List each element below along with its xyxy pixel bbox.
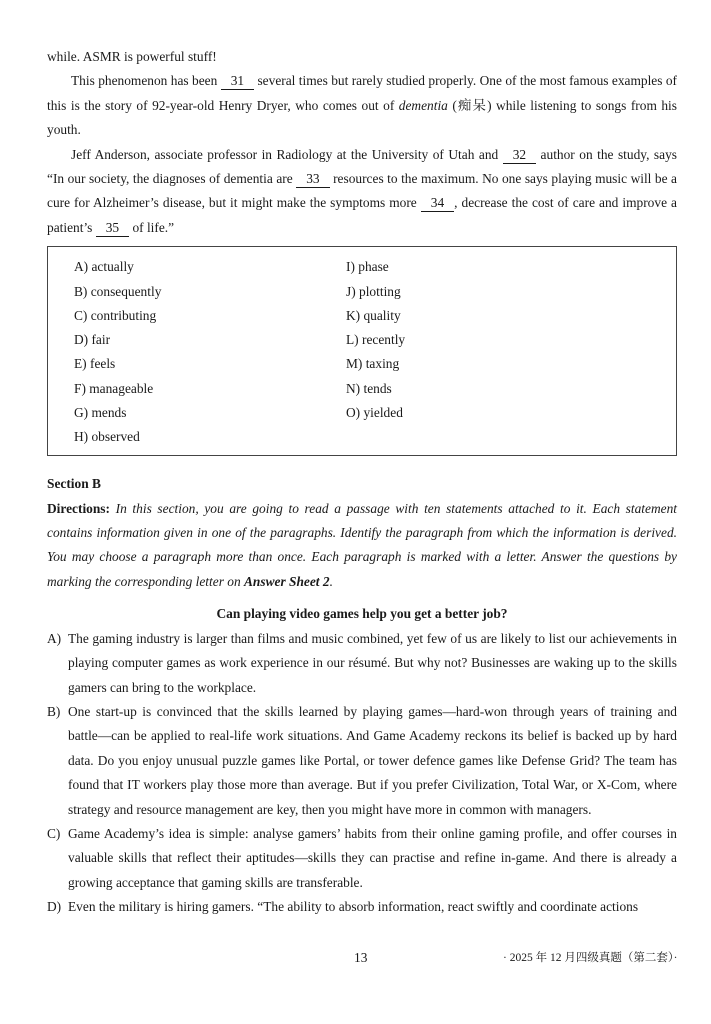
passage-paragraph-d	[47, 895, 677, 919]
text-span: resources to the maximum. No one says playing music will be a cure for Alzheimer’s disease, but it might make the symptoms more	[47, 171, 678, 211]
word-option: G) mends	[74, 405, 127, 421]
blank-33: 33	[296, 171, 329, 188]
paragraph-2	[47, 143, 677, 241]
section-b-heading: Section B	[47, 476, 101, 492]
paragraph-letter: C)	[47, 825, 61, 841]
paragraph-text: Even the military is hiring gamers. “The ability to absorb information, react swiftly and coordinate actions	[68, 899, 639, 915]
text-span: This phenomenon has been	[71, 73, 221, 89]
paragraph-letter: D)	[47, 899, 62, 915]
blank-31: 31	[221, 73, 254, 90]
page-content	[47, 45, 677, 920]
word-option: N) tends	[346, 380, 392, 396]
word-option: J) plotting	[346, 283, 401, 299]
word-option: O) yielded	[346, 405, 403, 421]
dementia-term: dementia	[398, 97, 448, 113]
intro-line	[47, 45, 677, 69]
text-span: , decrease the cost of care and improve a patient’s	[47, 195, 677, 235]
blank-32: 32	[503, 147, 536, 164]
page-footer	[0, 946, 711, 970]
paragraph-text: Game Academy’s idea is simple: analyse gamers’ habits from their online gaming profile, and offer courses in valuable skills that reflect their aptitudes—skills they can practise and refine in-game. And there is already a growing acceptance that gaming skills are transferable.	[68, 825, 677, 890]
paragraph-letter: B)	[47, 703, 61, 719]
directions	[47, 497, 677, 595]
paragraph-text: One start-up is convinced that the skills learned by playing games—hard-won through years of training and battle—can be applied to real-life work situations. And Game Academy reckons its belief is backed up by hard data. Do you enjoy unusual puzzle games like Portal, or tower defence games like Defense Grid? The team has found that IT workers play those more than average. But if you prefer Civilization, Total War, or X-Com, where strategy and resource management are key, then you might have more in common with managers.	[68, 703, 677, 817]
directions-end: .	[329, 573, 333, 589]
blank-34: 34	[421, 195, 454, 212]
text-span: several times but rarely studied properly. One of the most famous examples of this is the story of 92-year-old Henry Dryer, who comes out of	[47, 73, 677, 113]
paragraph-text: The gaming industry is larger than films and music combined, yet few of us are likely to list our achievements in playing computer games as work experience in our résumé. But why not? Businesses are waking up to the skills gamers can bring to the workplace.	[68, 630, 677, 695]
exam-label: · 2025 年 12 月四级真题（第二套）·	[503, 952, 678, 964]
word-option: A) actually	[74, 259, 134, 275]
passage-paragraph-a	[47, 627, 677, 700]
word-option: E) feels	[74, 356, 116, 372]
text-span: author on the study, says “In our society, the diagnoses of dementia are	[47, 146, 677, 187]
directions-label: Directions:	[47, 500, 110, 516]
text-span: Jeff Anderson, associate professor in Radiology at the University of Utah and	[71, 146, 503, 162]
chinese-gloss: (痴呆)	[447, 97, 497, 113]
paragraph-1	[47, 69, 677, 142]
text-span: while listening to songs from his youth.	[47, 97, 677, 138]
word-option: C) contributing	[74, 307, 157, 323]
word-option: D) fair	[74, 332, 111, 348]
word-option: L) recently	[346, 332, 406, 348]
word-option: B) consequently	[74, 283, 162, 299]
directions-text: In this section, you are going to read a passage with ten statements attached to it. Each statement contains information given in one of the paragraphs. Identify the paragraph from which the information is derived. You may choose a paragraph more than once. Each paragraph is marked with a letter. Answer the questions by marking the corresponding letter on	[47, 500, 677, 589]
word-bank-left-column	[74, 255, 161, 449]
passage-paragraph-b	[47, 700, 677, 822]
word-option: H) observed	[74, 429, 140, 445]
page-number: 13	[354, 950, 368, 965]
word-option: K) quality	[346, 307, 401, 323]
passage-title: Can playing video games help you get a better job?	[216, 606, 508, 622]
passage-paragraph-c	[47, 822, 677, 895]
word-option: M) taxing	[346, 356, 400, 372]
word-bank-box	[47, 246, 677, 456]
answer-sheet-label: Answer Sheet 2	[244, 573, 330, 589]
blank-35: 35	[96, 220, 129, 237]
word-bank-right-column	[346, 255, 405, 425]
paragraph-letter: A)	[47, 630, 62, 646]
word-option: F) manageable	[74, 380, 154, 396]
intro-line-text: while. ASMR is powerful stuff!	[47, 49, 217, 64]
word-option: I) phase	[346, 259, 389, 275]
text-span: of life.”	[129, 219, 175, 235]
